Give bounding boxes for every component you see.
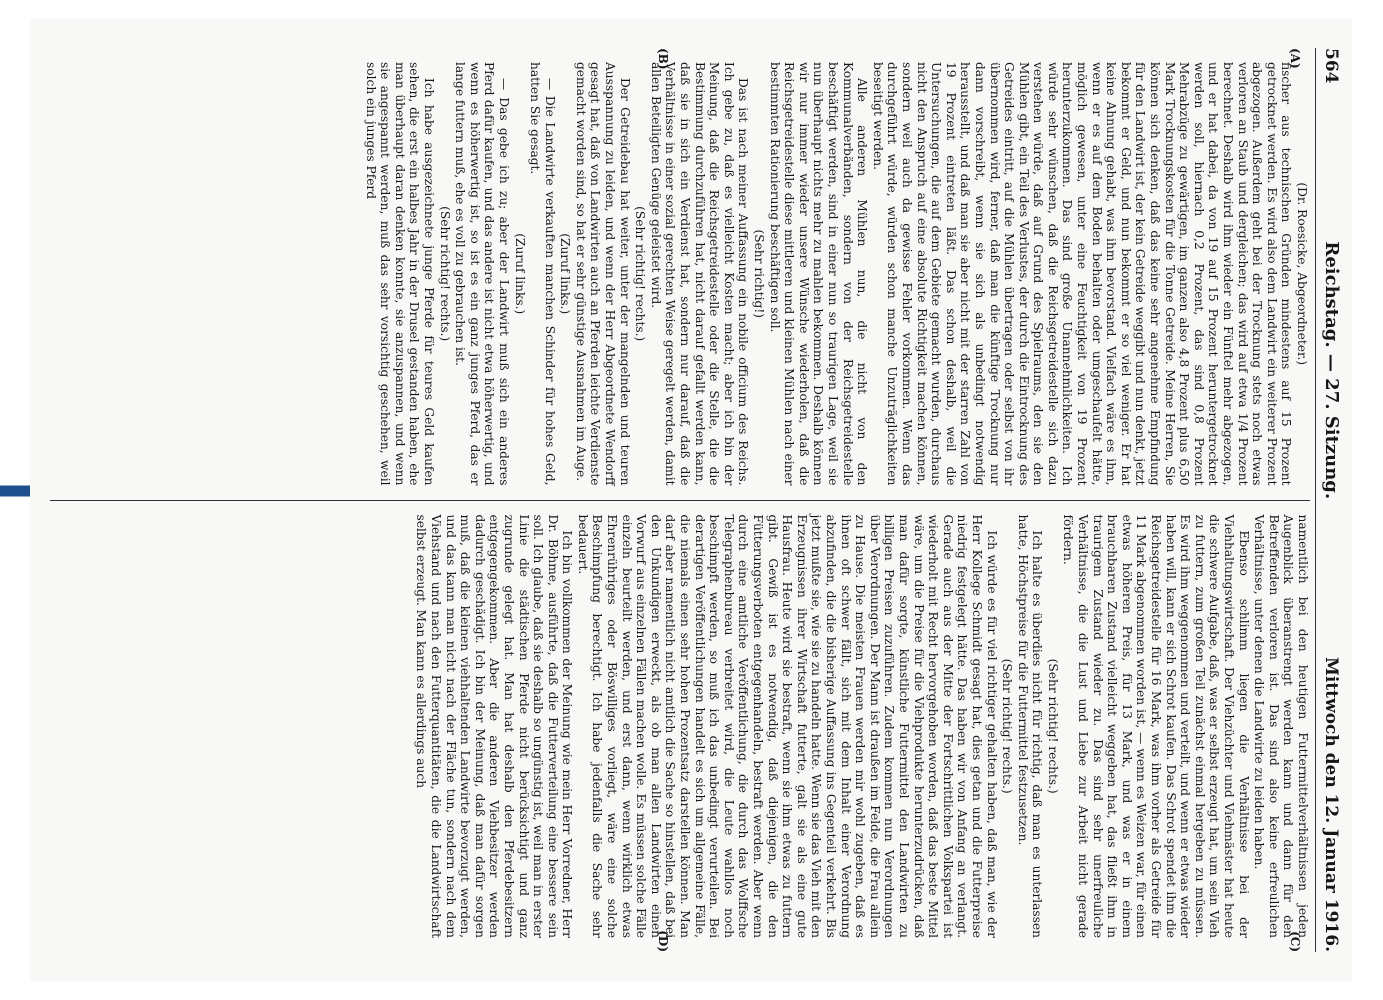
left-column-paragraph: Alle anderen Mühlen nun, die nicht von den Kommunalverbänden, sondern von der Reichsgetreidestelle beschäftigt werden, sind in einer nun so traurigen Lage, weil sie nun überhaupt nichts mehr zu mahlen bekommen. Deshalb können wir nur immer wieder unsere Wünsche wiederholen, daß die Reichsgetreidestelle diese mittleren und kleinen Mühlen nach einer bestimmten Rationierung beschäftigen soll. — [767, 62, 870, 486]
text-columns — [50, 48, 1310, 952]
left-column-paragraph: (Sehr richtig!) — [752, 229, 767, 318]
left-column-paragraph: (Sehr richtig! rechts.) — [633, 206, 648, 342]
right-column-paragraph: (Sehr richtig! rechts.) — [1045, 658, 1060, 794]
left-column-paragraph: — Das gebe ich zu; aber der Landwirt muß sich ein anderes Pferd dafür kaufen, und das andere ist nicht etwa höherwertig, und wenn es höherwertig ist, so ist es ein ganz junges Pferd, das er lange futtern muß, ehe es voll zu gebrauchen ist. — [453, 62, 511, 486]
left-column-paragraph: (Zuruf links.) — [558, 233, 573, 315]
left-column-paragraph: (Zuruf links.) — [512, 233, 527, 315]
left-column-paragraph: fischer aus technischen Gründen mindestens auf 15 Prozent getrocknet werden. Es wird also dem Landwirt ein weiterer Prozent abgezogen. Außerdem geht bei der Trocknung stets noch etwas verloren an Staub und dergleichen; das wird auf etwa 1/4 Prozent berechnet. Deshalb wird ihm wieder ein Fünftel mehr abgezogen, und er hat dabei, da von 19 auf 15 Prozent heruntergetrocknet werden soll, hiernach 0,2 Prozent, das sind 0,8 Prozent Mehrabzüge zu gewärtigen, im ganzen also 4,8 Prozent plus 6,50 Mark Trocknungskosten für die Tonne Getreide. Meine Herren, Sie können sich denken, daß das keine sehr angenehme Empfindung für den Landwirt ist, der kein Getreide weggibt und nun denkt, jetzt bekommt er Geld, und nun bekommt er so viel weniger. Er hat keine Ahnung gehabt, was ihm bevorstand. Vielfach wäre es ihm, wenn er es auf dem Boden behalten oder umgeschaufelt hätte, möglich gewesen, unter eine Feuchtigkeit von 19 Prozent herunterzukommen. Das sind große Unannehmlichkeiten. Ich würde sehr wünschen, daß die Reichsgetreidestelle sich dazu verstehen würde, daß auf Grund des Spielraums, den sie den Mühlen gibt, ein Teil des Verlustes, der durch die Eintrocknung des Getreides eintritt, auf die Mühlen übertragen oder selbst von ihr übernommen wird, ferner, daß man die künftige Trocknung nur dann vorschreibt, wenn sie sich als unbedingt notwendig herausstellt, und daß man sie aber nicht mit der starren Zahl von 19 Prozent eintreten läßt. Das schon deshalb, weil die Untersuchungen, die auf dem Gebiete gemacht wurden, durchaus nicht den Anspruch auf eine absolute Richtigkeit machen können, sondern weil auch da gewisse Fehler vorkommen. Wenn das durchgeführt würde, würden schon manche Unzuträglichkeiten beseitigt werden. — [870, 62, 1294, 486]
right-column-paragraph: namentlich bei den heutigen Futtermittelverhältnissen jeden Augenblick überanstrengt werden kann und dann für den Betreffenden verloren ist. Das sind also keine erfreulichen Verhältnisse, unter denen die Landwirte zu leiden haben. — [1252, 514, 1310, 938]
right-column-paragraph: Ebenso schlimm liegen die Verhältnisse bei der Viehhaltungswirtschaft. Der Viehzüchter und Viehmäster hat heute die schwere Aufgabe, daß, was er selbst erzeugt hat, um sein Vieh zu futtern, zum großen Teil zunächst einmal hergeben zu müssen. Es wird ihm weggenommen und verteilt, und wenn er etwas wieder haben will, kann er sich Schrot kaufen. Das Schrot spendet ihm die Reichsgetreidestelle für 16 Mark, was ihm vorher als Getreide für 11 Mark abgenommen worden ist, — wenn es Weizen war, für einen etwas höheren Preis, für 13 Mark, und was er in einem brauchbaren Zustand vielleicht weggeben hat, das fließt ihm in traurigem Zustand wieder zu. Das sind sehr unerfreuliche Verhältnisse, die die Lust und Liebe zur Arbeit nicht gerade fördern. — [1061, 514, 1251, 938]
left-column-paragraph: (Sehr richtig! rechts.) — [437, 206, 452, 342]
right-column-text — [414, 515, 1310, 939]
digitization-notice — [4, 10, 18, 990]
right-column-paragraph: (Sehr richtig! rechts.) — [1000, 658, 1015, 794]
page-title: Reichstag. — 27. Sitzung. — [1321, 241, 1342, 500]
document-page — [30, 18, 1352, 982]
margin-marker-b: (B) — [656, 48, 670, 70]
left-column-paragraph: Der Getreidebau hat weiter, unter der mangelnden und teuren Ausspannung zu leiden, und wenn der Herr Abgeordnete Wendorff gesagt hat, daß von Landwirten auch an Pferden leichte Verdienste gemacht worden sind, so hat er sehr günstige Ausnahmen im Auge. — [573, 62, 632, 486]
margin-marker-a: (A) — [1288, 48, 1302, 69]
left-column-paragraph: (Dr. Roesicke, Abgeordneter.) — [1295, 182, 1309, 366]
margin-marker-d: (D) — [656, 930, 670, 952]
margin-marker-c: (C) — [1288, 931, 1302, 952]
left-column-paragraph: Ich habe ausgezeichnete junge Pferde für teures Geld kaufen sehen, die erst ein halbes Jahr in der Drusel gestanden haben, ehe man überhaupt daran denken konnte, sie anzuspannen, und wenn sie angespannt werden, muß das sehr vorsichtig geschehen, weil solch ein junges Pferd — [363, 62, 436, 486]
left-column — [50, 48, 1310, 500]
right-column — [50, 501, 1310, 953]
right-column-paragraph: Ich bin vollkommen der Meinung wie mein Herr Vorredner, Herr Dr. Böhme, ausführte, daß die Futterverteilung eine bessere sein soll. Ich glaube, daß sie deshalb so ungünstig ist, weil man in erster Linie die städtischen Pferde nicht berücksichtigt und ganz zugrunde gelegt hat. Man hat deshalb den Pferdebesitzern entgegengekommen. Aber die anderen Viehbesitzer werden dadurch geschädigt. Ich bin der Meinung, daß man dafür sorgen muß, daß die kleinen viehhaltenden Landwirte bevorzugt werden, und das kann man nicht nach der Fläche tun, sondern nach dem Viehstand und nach den Futterquantitäten, die die Landwirtschaft selbst erzeugt. Man kann es allerdings auch — [414, 514, 575, 938]
left-column-text — [363, 62, 1309, 486]
right-column-paragraph: Ich halte es überdies nicht für richtig, daß man es unterlassen hatte, Höchstpreise für die Futtermittel festzusetzen. — [1015, 514, 1045, 938]
left-column-paragraph: Das ist nach meiner Auffassung ein nobile officium des Reichs. Ich gebe zu, daß es vielleicht Kosten macht; aber ich bin der Meinung, daß die Reichsgetreidestelle oder die Stelle, die die Bestimmung durchzuführen hat, nicht darauf gefallt werden kann, daß sie in sich ein Verdienst hat, sondern nur darauf, daß die Verhältnisse in einer sozial gerechten Weise geregelt werden, damit allen Beteiligten Genüge geleistet wird. — [648, 62, 751, 486]
right-column-paragraph: Ich würde es für viel richtiger gehalten haben, daß man, wie der Herr Kollege Schmidt gesagt hat, dies getan und die Futterpreise niedrig festgelegt hätte. Das haben wir von Anfang an verlangt. Gerade auch aus der Mitte der Fortschrittlichen Volkspartei ist wiederholt mit Recht hervorgehoben worden, daß das beste Mittel wäre, um die Preise für die Viehprodukte herunterzudrücken, daß man dafür sorgte, künstliche Futtermittel den Landwirten zu billigen Preisen zuzuführen. Zudem kommen nun Verordnungen über Verordnungen. Der Mann ist draußen im Felde, die Frau allein zu Hause. Die meisten Frauen werden mir wohl zugeben, daß es ihnen oft schwer fällt, sich mit dem Inhalt einer Verordnung abzufinden, die die bisherige Auffassung ins Gegenteil verkehrt. Bis jetzt mußte sie, wie sie zu handeln hatte. Wenn sie das Vieh mit den Erzeugnissen ihrer Wirtschaft futterte, galt sie als eine gute Hausfrau. Heute wird sie bestraft, wenn sie ihm etwas zu futtern gibt. Gewiß ist es notwendig, daß diejenigen, die den Fütterungsverboten entgegenhandeln, bestraft werden. Aber wenn durch eine amtliche Veröffentlichung, die durch das Wolffsche Telegraphenbureau verbreitet wird, die Leute wahllos noch beschimpft werden, so muß ich das unbedingt verurteilen. Bei derartigen Veröffentlichungen handelt es sich um allgemeine Fälle, die niemals einen sehr hohen Prozentsatz darstellen können. Man darf aber namentlich nicht amtlich die Sache so hinstellen, daß bei den Unkundigen erweckt, als ob man allen Landwirten einen Vorwurf aus einzelnen Fällen machen wolle. Es müssen solche Fälle einzeln beurteilt werden, und erst dann, wenn wirklich etwas Ehrenrühriges oder Böswilliges vorliegt, wäre eine solche Beschimpfung berechtigt. Ich habe jedenfalls die Sache sehr bedauert. — [575, 514, 999, 938]
left-column-paragraph: — Die Landwirte verkauften manchen Schinder für hohes Geld, hatten Sie gesagt. — [528, 62, 557, 486]
page-header — [1315, 48, 1342, 952]
session-date: Mittwoch den 12. Januar 1916. — [1321, 657, 1341, 952]
page-number: 564 — [1321, 48, 1341, 84]
